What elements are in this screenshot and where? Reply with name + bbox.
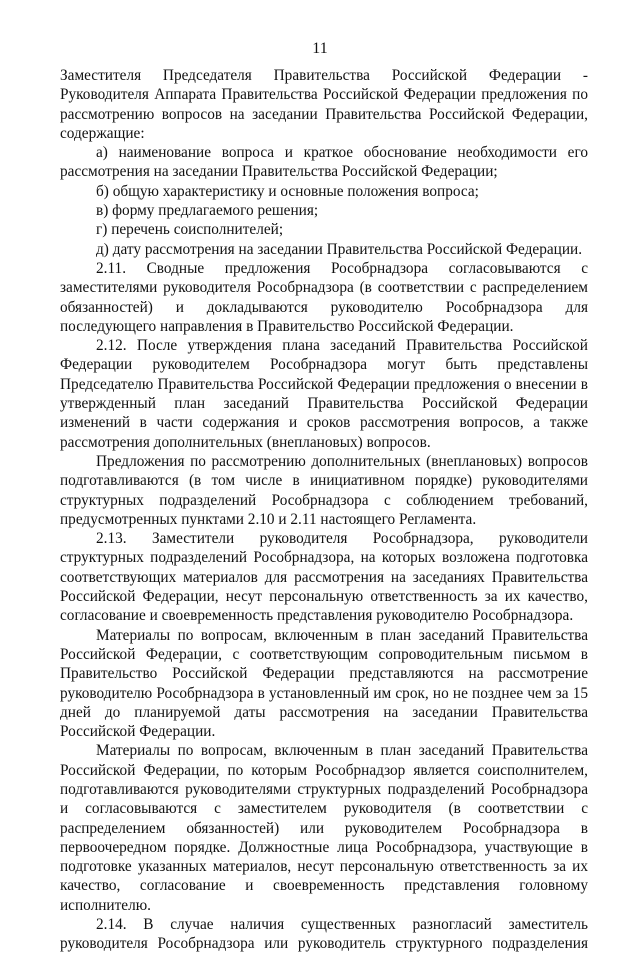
clause-2-13-materials: Материалы по вопросам, включенным в план заседаний Правительства Российской Федерации, с соответствующим сопроводительным письмом в Правительство Российской Федерации представляются на рассмотрение руководителю Рособрнадзора в установленный им срок, но не позднее чем за 15 дней до планируемой даты рассмотрения на заседании Правительства Российской Федерации. bbox=[60, 626, 588, 741]
clause-2-11: 2.11. Сводные предложения Рособрнадзора согласовываются с заместителями руководителя Рособрнадзора (в соответствии с распределением обязанностей) и докладываются руководителю Рособрнадзора для последующего направления в Правительство Российской Федерации. bbox=[60, 259, 588, 335]
clause-2-13-coexecutor: Материалы по вопросам, включенным в план заседаний Правительства Российской Федерации, по которым Рособрнадзор является соисполнителем, подготавливаются руководителями структурных подразделений Рособрнадзора и согласовываются с заместителем руководителя (в соответствии с распределением обязанностей) или руководителем Рособрнадзора в первоочередном порядке. Должностные лица Рособрнадзора, участвующие в подготовке указанных материалов, несут персональную ответственность за их качество, согласование и своевременность представления головному исполнителю. bbox=[60, 742, 588, 914]
list-item-d: д) дату рассмотрения на заседании Правительства Российской Федерации. bbox=[96, 240, 583, 258]
clause-2-14: 2.14. В случае наличия существенных разногласий заместитель руководителя Рособрнадзора или руководитель структурного подразделения bbox=[60, 916, 588, 953]
list-item-b: б) общую характеристику и основные положения вопроса; bbox=[96, 182, 479, 200]
list-item-v: в) форму предлагаемого решения; bbox=[96, 202, 319, 220]
page-number: 11 bbox=[312, 40, 328, 57]
document-body bbox=[60, 66, 588, 954]
clause-2-13: 2.13. Заместители руководителя Рособрнадзора, руководители структурных подразделений Рособрнадзора, на которых возложена подготовка соответствующих материалов для рассмотрения на заседаниях Правительства Российской Федерации, несут персональную ответственность за их качество, согласование и своевременность представления руководителю Рособрнадзора. bbox=[60, 530, 588, 625]
paragraph-continuation: Заместителя Председателя Правительства Российской Федерации - Руководителя Аппарата Правительства Российской Федерации предложения по рассмотрению вопросов на заседании Правительства Российской Федерации, содержащие: bbox=[60, 67, 588, 142]
clause-2-12: 2.12. После утверждения плана заседаний Правительства Российской Федерации руководителем Рособрнадзора могут быть представлены Председателю Правительства Российской Федерации предложения о внесении в утвержденный план заседаний Правительства Российской Федерации изменений в части содержания и сроков рассмотрения вопросов, а также рассмотрения дополнительных (внеплановых) вопросов. bbox=[60, 337, 588, 451]
list-item-g: г) перечень соисполнителей; bbox=[96, 221, 284, 239]
list-item-a: а) наименование вопроса и краткое обоснование необходимости его рассмотрения на заседании Правительства Российской Федерации; bbox=[60, 144, 588, 181]
clause-2-12-proposals: Предложения по рассмотрению дополнительных (внеплановых) вопросов подготавливаются (в том числе в инициативном порядке) руководителями структурных подразделений Рособрнадзора с соблюдением требований, предусмотренных пунктами 2.10 и 2.11 настоящего Регламента. bbox=[60, 452, 588, 528]
